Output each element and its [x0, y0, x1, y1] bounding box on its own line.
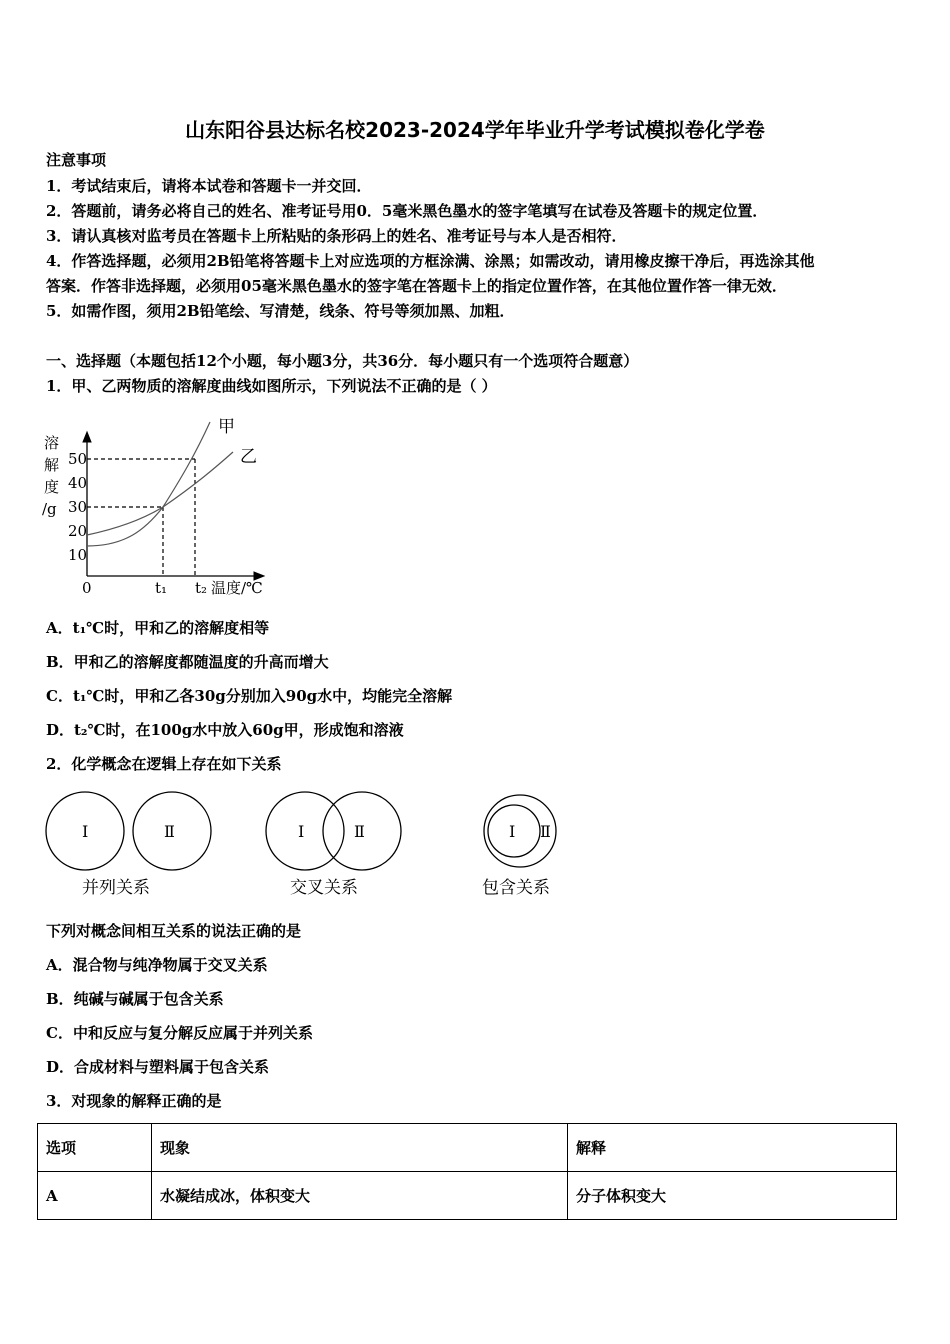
q1-option-c: C．t₁℃时，甲和乙各30g分别加入90g水中，均能完全溶解	[46, 687, 453, 705]
note-item: 5．如需作图，须用2B铅笔绘、写清楚，线条、符号等须加黑、加粗．	[46, 302, 515, 320]
section-heading: 一、选择题（本题包括12个小题，每小题3分，共36分．每小题只有一个选项符合题意）	[46, 352, 639, 370]
ylabel: 度	[44, 478, 60, 496]
ytick: 10	[68, 546, 88, 564]
question-2-prompt: 下列对概念间相互关系的说法正确的是	[46, 922, 302, 940]
origin: 0	[82, 579, 92, 597]
page-title: 山东阳谷县达标名校2023-2024学年毕业升学考试模拟卷化学卷	[185, 118, 765, 142]
parallel-label: 并列关系	[82, 878, 150, 898]
note-item: 答案．作答非选择题，必须用05毫米黑色墨水的签字笔在答题卡上的指定位置作答，在其他位置作答一律无效．	[46, 277, 787, 295]
ylabel: 溶	[44, 434, 60, 452]
table-header-row	[38, 1124, 897, 1172]
table-cell: 分子体积变大	[568, 1172, 897, 1220]
xlabel: 温度/℃	[211, 579, 263, 597]
question-2-stem: 2．化学概念在逻辑上存在如下关系	[46, 755, 282, 773]
q1-option-b: B．甲和乙的溶解度都随温度的升高而增大	[46, 653, 329, 671]
set-ii-label: Ⅱ	[540, 822, 551, 841]
contain-label: 包含关系	[482, 878, 550, 898]
relation-diagrams	[40, 785, 580, 905]
table-row	[38, 1172, 897, 1220]
note-item: 1．考试结束后，请将本试卷和答题卡一并交回．	[46, 177, 372, 195]
header-cell: 现象	[152, 1124, 568, 1172]
q2-option-b: B．纯碱与碱属于包含关系	[46, 990, 224, 1008]
note-item: 2．答题前，请务必将自己的姓名、准考证号用0．5毫米黑色墨水的签字笔填写在试卷及答题卡的规定位置．	[46, 202, 768, 220]
t2-label: t₂	[195, 579, 208, 597]
set-i-label: Ⅰ	[509, 822, 516, 841]
q1-option-d: D．t₂℃时，在100g水中放入60g甲，形成饱和溶液	[46, 721, 404, 739]
question-1-stem: 1．甲、乙两物质的溶解度曲线如图所示，下列说法不正确的是（ ）	[46, 377, 497, 395]
set-i-label: Ⅰ	[82, 822, 89, 841]
note-item: 4．作答选择题，必须用2B铅笔将答题卡上对应选项的方框涂满、涂黑；如需改动，请用橡皮擦干净后，再选涂其他	[46, 252, 815, 270]
note-item: 3．请认真核对监考员在答题卡上所粘贴的条形码上的姓名、准考证号与本人是否相符．	[46, 227, 627, 245]
q2-option-c: C．中和反应与复分解反应属于并列关系	[46, 1024, 313, 1042]
q1-option-a: A．t₁℃时，甲和乙的溶解度相等	[46, 619, 270, 637]
curve-yi-label: 乙	[240, 447, 257, 467]
q2-option-d: D．合成材料与塑料属于包含关系	[46, 1058, 270, 1076]
q2-option-a: A．混合物与纯净物属于交叉关系	[46, 956, 268, 974]
set-i-label: Ⅰ	[298, 822, 305, 841]
ylabel: /g	[42, 500, 57, 518]
notes-heading: 注意事项	[46, 151, 107, 169]
question-3-stem: 3．对现象的解释正确的是	[46, 1092, 222, 1110]
ylabel: 解	[44, 456, 60, 474]
ytick: 30	[68, 498, 88, 516]
q3-table	[37, 1123, 897, 1220]
set-ii-label: Ⅱ	[354, 822, 365, 841]
solubility-graph	[30, 410, 280, 610]
ytick: 40	[68, 474, 88, 492]
t1-label: t₁	[155, 579, 168, 597]
table-cell: 水凝结成冰，体积变大	[152, 1172, 568, 1220]
header-cell: 解释	[568, 1124, 897, 1172]
header-cell: 选项	[38, 1124, 152, 1172]
set-ii-label: Ⅱ	[164, 822, 175, 841]
ytick: 50	[68, 450, 88, 468]
ytick: 20	[68, 522, 88, 540]
table-cell: A	[38, 1172, 152, 1220]
curve-jia-label: 甲	[218, 417, 235, 437]
cross-label: 交叉关系	[290, 878, 358, 898]
